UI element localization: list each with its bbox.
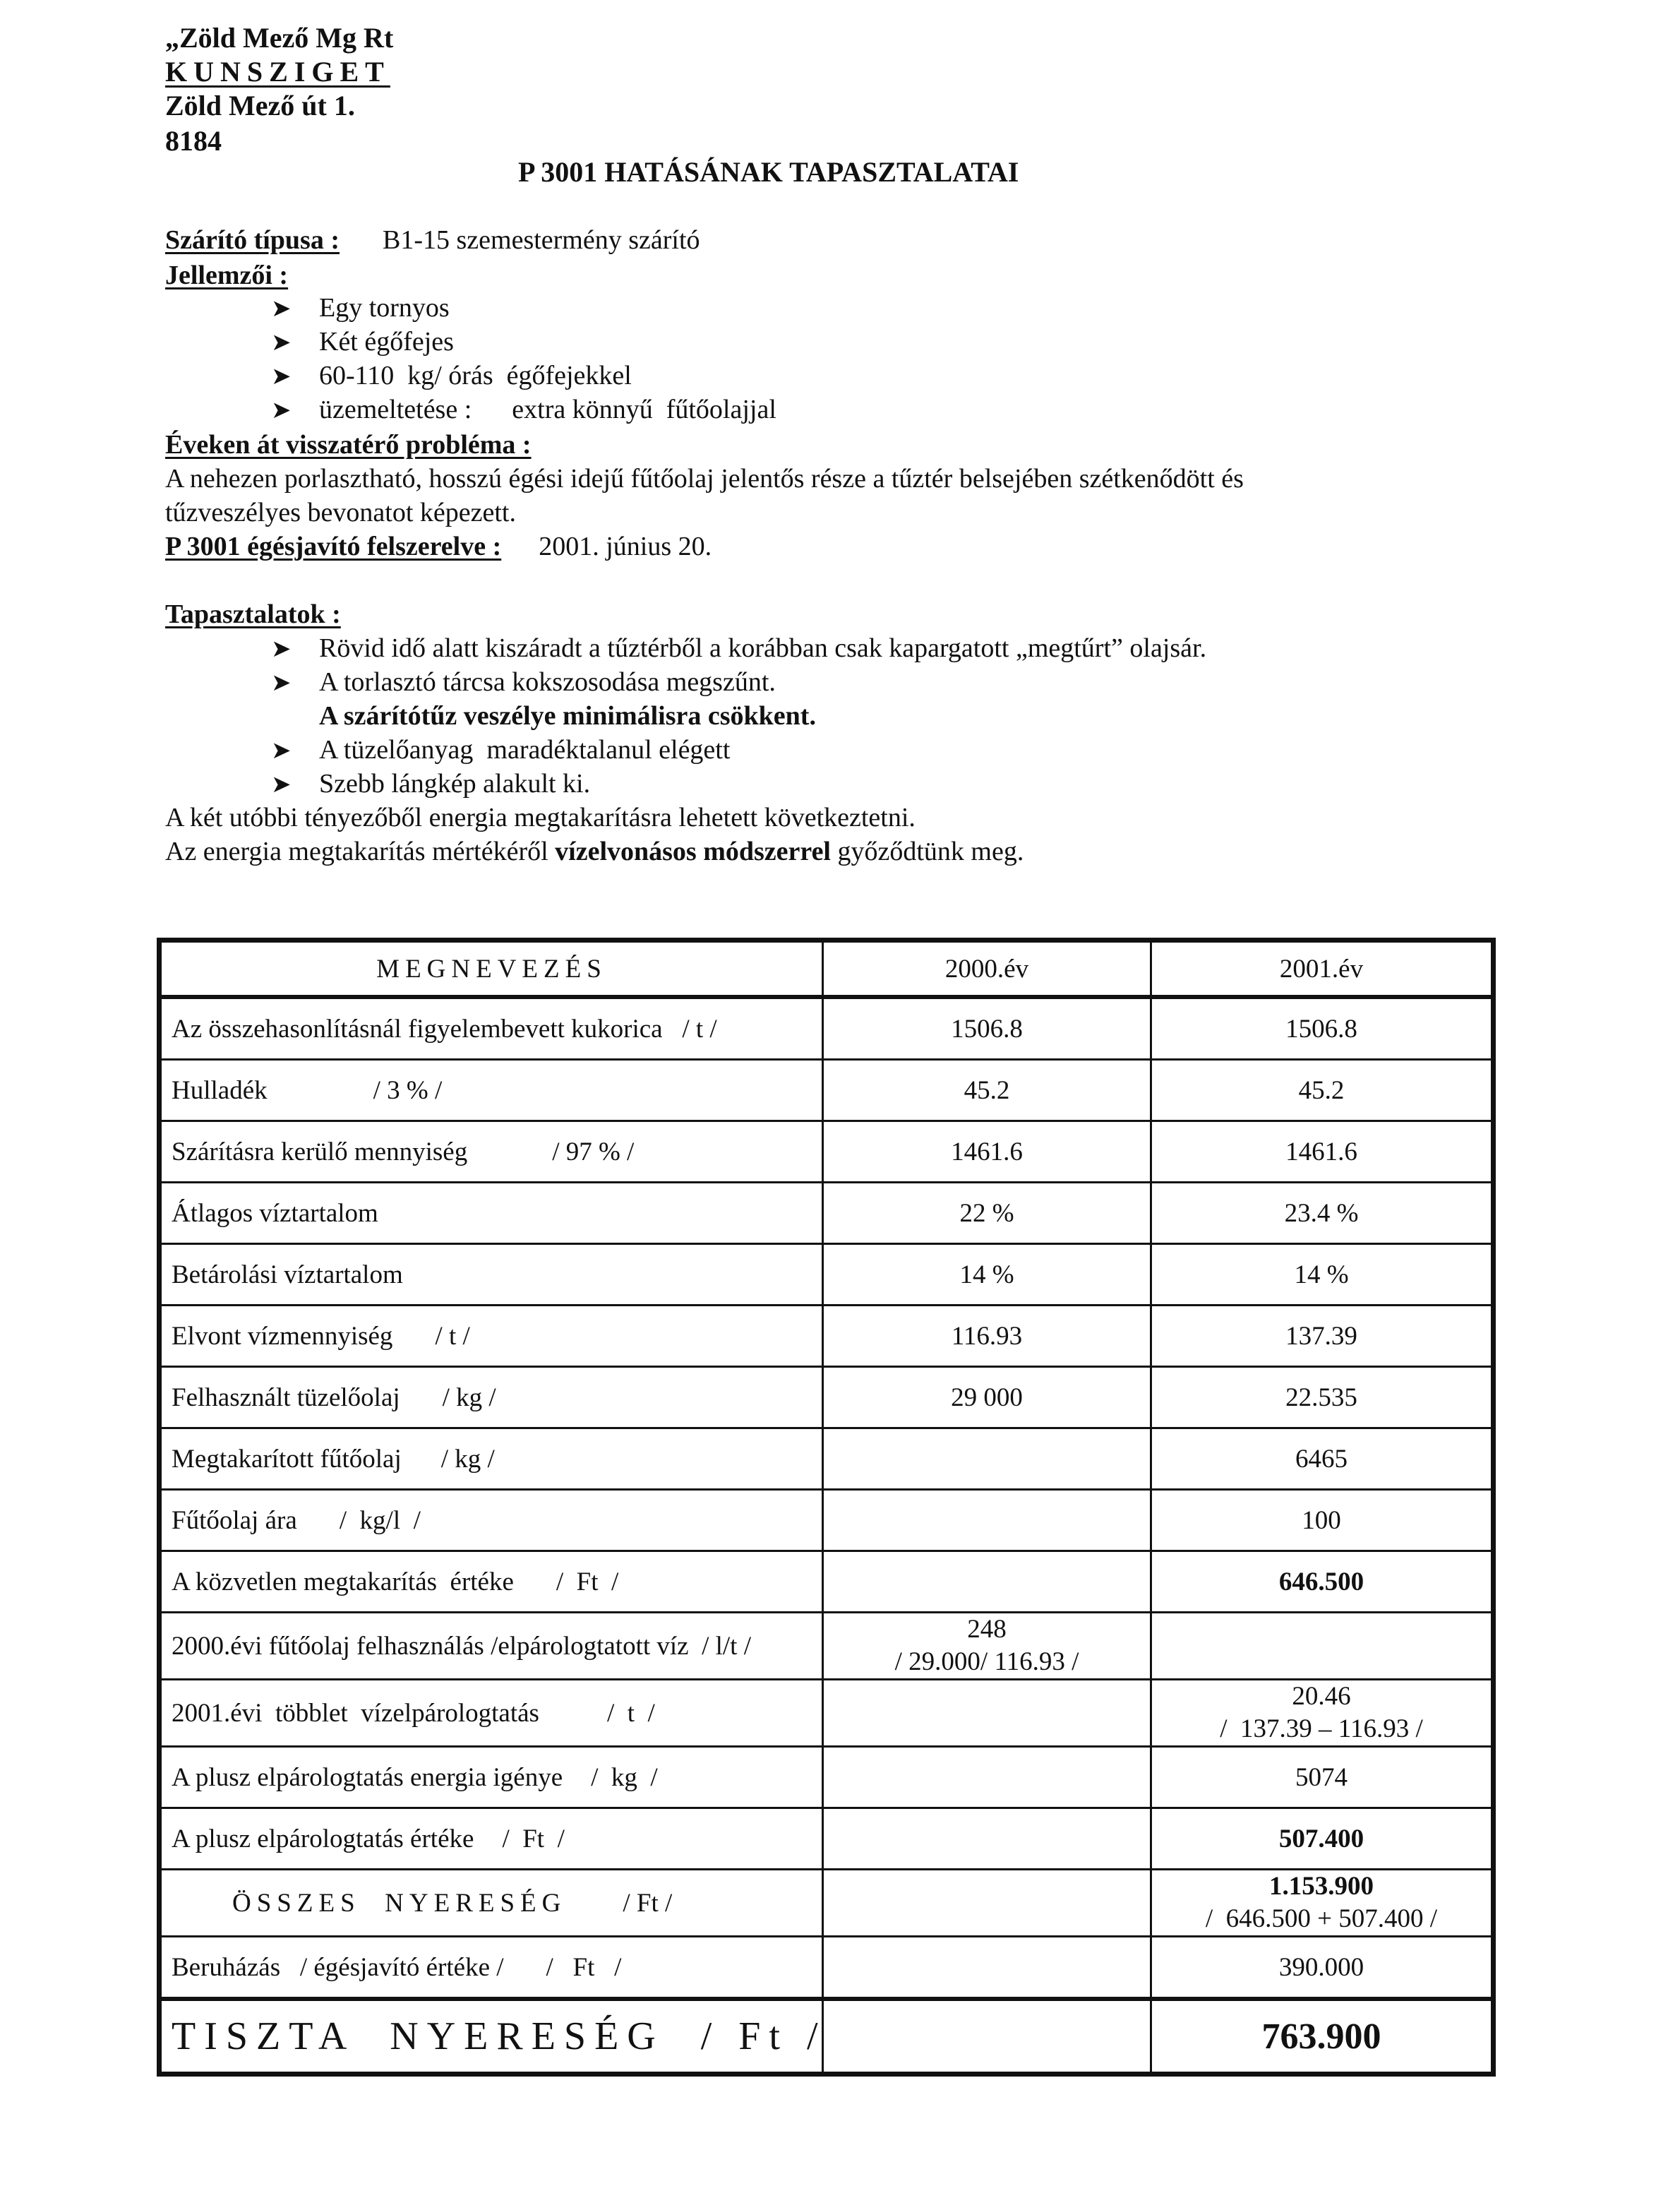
experiences-label: Tapasztalatok : <box>165 599 341 629</box>
feature-item: ➤ 60-110 kg/ órás égőfejekkel <box>271 361 632 390</box>
arrow-bullet-icon: ➤ <box>271 330 292 356</box>
company-zip: 8184 <box>165 125 222 157</box>
table-row <box>160 1060 1494 1121</box>
row-label: ÖSSZES NYERESÉG / Ft / <box>160 1870 823 1937</box>
value-2000 <box>823 1808 1151 1870</box>
value-2001: 45.2 <box>1151 1060 1494 1121</box>
value-2000 <box>823 1551 1151 1613</box>
row-label: A közvetlen megtakarítás értéke / Ft / <box>160 1551 823 1613</box>
value-2000 <box>823 1490 1151 1551</box>
table-row <box>160 1183 1494 1244</box>
row-label: Betárolási víztartalom <box>160 1244 823 1306</box>
value-2000: 45.2 <box>823 1060 1151 1121</box>
value-2000 <box>823 1428 1151 1490</box>
feature-item: ➤ Egy tornyos <box>271 293 450 323</box>
company-street: Zöld Mező út 1. <box>165 90 355 121</box>
table-row <box>160 1428 1494 1490</box>
value-2001: 646.500 <box>1151 1551 1494 1613</box>
row-label: Beruházás / égésjavító értéke / / Ft / <box>160 1937 823 2000</box>
problem-text-line1: A nehezen porlasztható, hosszú égési idejű fűtőolaj jelentős része a tűztér belsejében szétkenődött és <box>165 464 1244 494</box>
installed-row <box>165 531 712 562</box>
value-2001 <box>1151 1613 1494 1680</box>
dryer-type-label: Szárító típusa : <box>165 225 340 255</box>
installed-label: P 3001 égésjavító felszerelve : <box>165 532 502 561</box>
row-label: 2001.évi többlet vízelpárologtatás / t / <box>160 1680 823 1747</box>
experience-item: ➤ A torlasztó tárcsa kokszosodása megszűnt. <box>271 667 776 697</box>
features-label: Jellemzői : <box>165 261 289 290</box>
value-2001: 100 <box>1151 1490 1494 1551</box>
row-label: A plusz elpárologtatás energia igénye / kg / <box>160 1747 823 1808</box>
arrow-bullet-icon: ➤ <box>271 670 292 696</box>
value-2001: 14 % <box>1151 1244 1494 1306</box>
table-row <box>160 1490 1494 1551</box>
table-row <box>160 1680 1494 1747</box>
installed-date: 2001. június 20. <box>539 532 712 561</box>
company-name: „Zöld Mező Mg Rt <box>165 22 394 54</box>
experience-item: ➤ Rövid idő alatt kiszáradt a tűztérből a korábban csak kapargatott „megtűrt” olajsár. <box>271 633 1207 663</box>
value-2000 <box>823 1937 1151 2000</box>
value-2000: 29 000 <box>823 1367 1151 1428</box>
net-profit-value: 763.900 <box>1151 1999 1494 2074</box>
value-2001: 6465 <box>1151 1428 1494 1490</box>
value-2001: 507.400 <box>1151 1808 1494 1870</box>
table-header-row <box>160 940 1494 998</box>
value-2001: 22.535 <box>1151 1367 1494 1428</box>
table-row-total <box>160 1870 1494 1937</box>
value-2001: 137.39 <box>1151 1306 1494 1367</box>
conclusion-line1: A két utóbbi tényezőből energia megtakarításra lehetett következtetni. <box>165 803 916 832</box>
value-2000: 1506.8 <box>823 997 1151 1060</box>
table-row <box>160 1551 1494 1613</box>
row-label: A plusz elpárologtatás értéke / Ft / <box>160 1808 823 1870</box>
dryer-type-row <box>165 225 700 256</box>
value-2001: 390.000 <box>1151 1937 1494 2000</box>
experience-item: ➤ Szebb lángkép alakult ki. <box>271 769 591 799</box>
results-table <box>157 938 1496 2077</box>
value-2001: 23.4 % <box>1151 1183 1494 1244</box>
arrow-bullet-icon: ➤ <box>271 398 292 424</box>
table-row-net-profit <box>160 1999 1494 2074</box>
arrow-bullet-icon: ➤ <box>271 738 292 764</box>
value-2000: 248 / 29.000/ 116.93 / <box>823 1613 1151 1680</box>
value-2001: 1461.6 <box>1151 1121 1494 1183</box>
conclusion-line2: Az energia megtakarítás mértékéről vízelvonásos módszerrel győződtünk meg. <box>165 837 1024 866</box>
feature-item: ➤ üzemeltetése : extra könnyű fűtőolajjal <box>271 395 776 424</box>
table-row <box>160 997 1494 1060</box>
row-label: Hulladék / 3 % / <box>160 1060 823 1121</box>
table-row <box>160 1747 1494 1808</box>
row-label: Az összehasonlításnál figyelembevett kukorica / t / <box>160 997 823 1060</box>
row-label: Szárításra kerülő mennyiség / 97 % / <box>160 1121 823 1183</box>
row-label: 2000.évi fűtőolaj felhasználás /elpárologtatott víz / l/t / <box>160 1613 823 1680</box>
company-city: KUNSZIGET <box>165 56 390 88</box>
value-2001: 1.153.900 / 646.500 + 507.400 / <box>1151 1870 1494 1937</box>
experience-item: ➤ A tüzelőanyag maradéktalanul elégett <box>271 735 731 765</box>
arrow-bullet-icon: ➤ <box>271 364 292 390</box>
experience-item-bold: A szárítótűz veszélye minimálisra csökkent. <box>319 701 816 731</box>
value-2001: 20.46 / 137.39 – 116.93 / <box>1151 1680 1494 1747</box>
arrow-bullet-icon: ➤ <box>271 296 292 322</box>
table-row <box>160 1367 1494 1428</box>
row-label: Felhasznált tüzelőolaj / kg / <box>160 1367 823 1428</box>
row-label: Fűtőolaj ára / kg/l / <box>160 1490 823 1551</box>
feature-item: ➤ Két égőfejes <box>271 327 454 357</box>
table-row <box>160 1937 1494 2000</box>
table-row <box>160 1808 1494 1870</box>
value-2001: 5074 <box>1151 1747 1494 1808</box>
problem-label: Éveken át visszatérő probléma : <box>165 430 532 460</box>
value-2000 <box>823 1680 1151 1747</box>
row-label: Megtakarított fűtőolaj / kg / <box>160 1428 823 1490</box>
dryer-type-value: B1-15 szemestermény szárító <box>383 225 700 255</box>
table-row <box>160 1306 1494 1367</box>
value-2000 <box>823 1870 1151 1937</box>
value-2000 <box>823 1747 1151 1808</box>
value-2000: 116.93 <box>823 1306 1151 1367</box>
value-2000: 22 % <box>823 1183 1151 1244</box>
value-2000 <box>823 1999 1151 2074</box>
arrow-bullet-icon: ➤ <box>271 772 292 798</box>
row-label: Elvont vízmennyiség / t / <box>160 1306 823 1367</box>
row-label: Átlagos víztartalom <box>160 1183 823 1244</box>
header-name: MEGNEVEZÉS <box>160 940 823 998</box>
arrow-bullet-icon: ➤ <box>271 636 292 662</box>
table-row <box>160 1613 1494 1680</box>
header-2000: 2000.év <box>823 940 1151 998</box>
table-row <box>160 1121 1494 1183</box>
header-2001: 2001.év <box>1151 940 1494 998</box>
table-row <box>160 1244 1494 1306</box>
value-2000: 1461.6 <box>823 1121 1151 1183</box>
document-title: P 3001 HATÁSÁNAK TAPASZTALATAI <box>518 156 1019 188</box>
value-2000: 14 % <box>823 1244 1151 1306</box>
value-2001: 1506.8 <box>1151 997 1494 1060</box>
problem-text-line2: tűzveszélyes bevonatot képezett. <box>165 498 516 527</box>
net-profit-label: TISZTA NYERESÉG / Ft / <box>160 1999 823 2074</box>
